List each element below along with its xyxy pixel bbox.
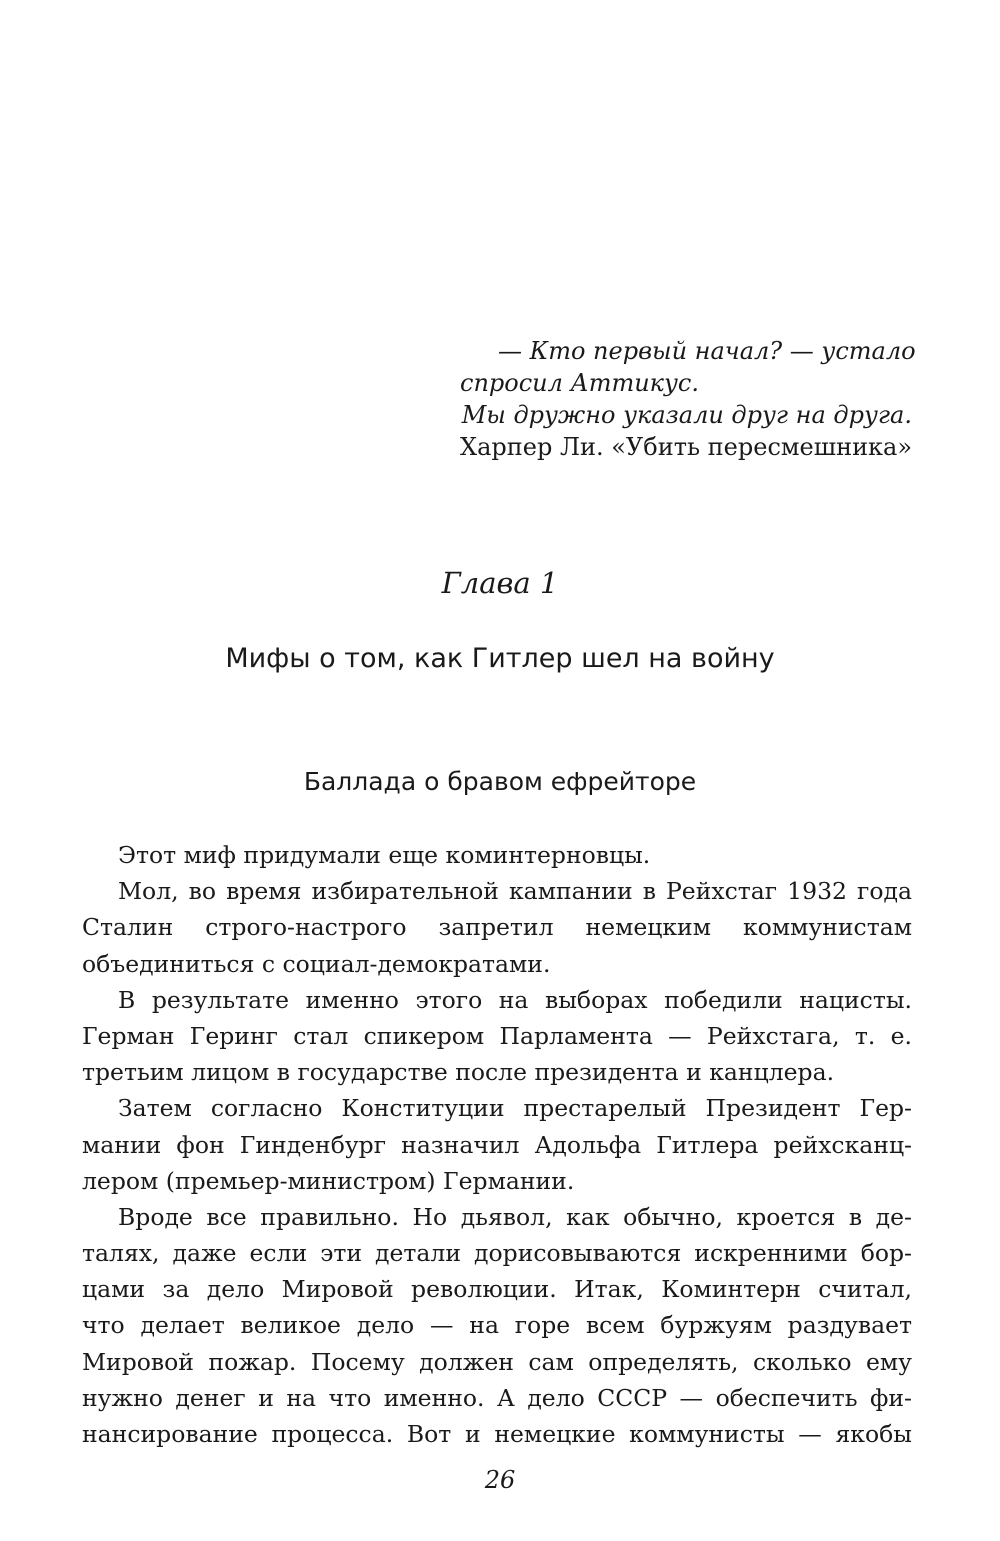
epigraph-line: спросил Аттикус. <box>460 369 699 397</box>
chapter-title: Мифы о том, как Гитлер шел на войну <box>225 643 775 674</box>
text-line: Сталин строго-настрого запретил немецким коммунистам <box>82 913 912 942</box>
epigraph-line: — Кто первый начал? — устало <box>498 337 916 365</box>
text-line: Герман Геринг стал спикером Парламента — Рейхстага, т. е. <box>82 1021 912 1050</box>
epigraph-line: Мы дружно указали друг на друга. <box>461 401 912 429</box>
text-line: Вроде все правильно. Но дьявол, как обычно, кроется в де- <box>118 1202 912 1231</box>
text-line: Затем согласно Конституции престарелый Президент Гер- <box>118 1094 912 1123</box>
page-number: 26 <box>484 1466 516 1494</box>
text-line: цами за дело Мировой революции. Итак, Коминтерн считал, <box>82 1275 912 1304</box>
text-line: мании фон Гинденбург назначил Адольфа Гитлера рейхсканц- <box>82 1130 912 1159</box>
text-line: что делает великое дело — на горе всем буржуям раздувает <box>82 1311 912 1340</box>
text-line: В результате именно этого на выборах победили нацисты. <box>118 985 912 1014</box>
chapter-label: Глава 1 <box>441 566 559 600</box>
text-line: нужно денег и на что именно. А дело СССР — обеспечить фи- <box>82 1383 912 1412</box>
text-line: Этот миф придумали еще коминтерновцы. <box>118 841 651 869</box>
text-line: нансирование процесса. Вот и немецкие коммунисты — якобы <box>82 1420 912 1448</box>
body-text <box>82 837 912 1452</box>
section-title: Баллада о бравом ефрейторе <box>303 767 697 796</box>
epigraph-attribution: Харпер Ли. «Убить пересмешника» <box>460 433 913 461</box>
text-line: лером (премьер-министром) Германии. <box>82 1166 575 1195</box>
text-line: объединиться с социал-демократами. <box>82 949 551 978</box>
text-line: Мировой пожар. Посему должен сам определять, сколько ему <box>82 1347 912 1376</box>
text-line: талях, даже если эти детали дорисовываются искренними бор- <box>82 1239 912 1268</box>
text-line: третьим лицом в государстве после президента и канцлера. <box>82 1058 835 1087</box>
epigraph <box>460 335 916 463</box>
text-line: Мол, во время избирательной кампании в Рейхстаг 1932 года <box>118 877 912 906</box>
